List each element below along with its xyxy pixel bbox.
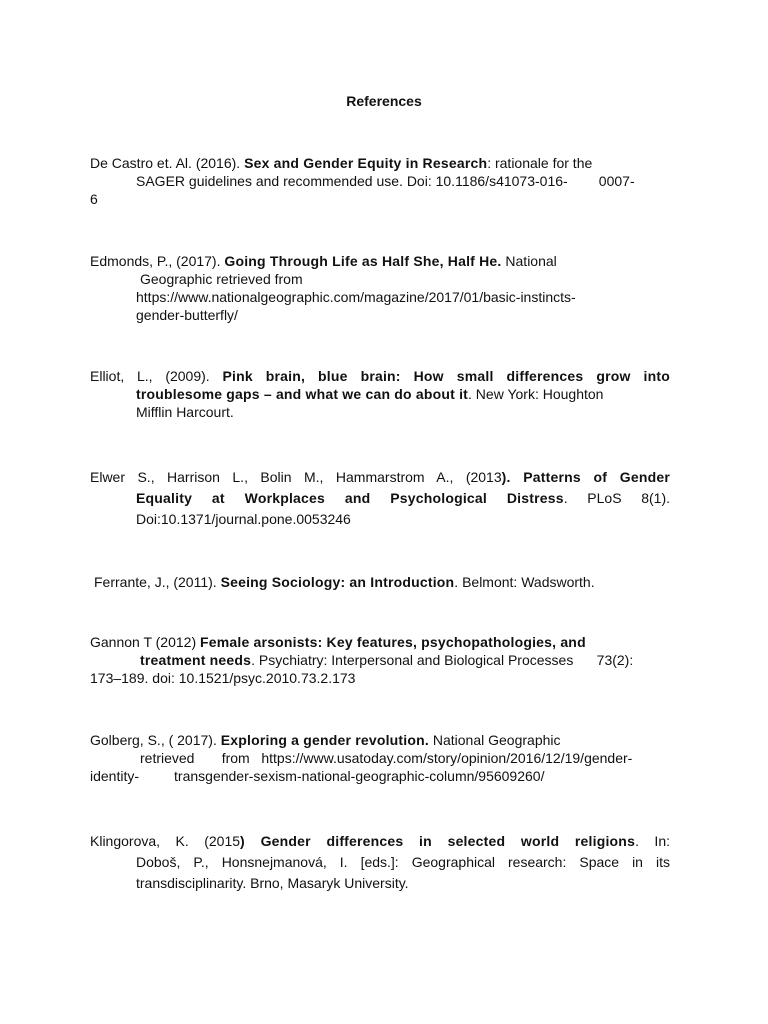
reference-author: Gannon T (2012) (90, 634, 201, 650)
reference-title: Seeing Sociology: an Introduction (220, 574, 455, 590)
reference-author: Klingorova, K. (2015 (90, 833, 241, 849)
reference-title: ) Gender differences in selected world religions (240, 833, 636, 849)
reference-title: Going Through Life as Half She, Half He. (224, 253, 502, 269)
reference-author: Edmonds, P., (2017). (90, 253, 225, 269)
reference-entry: Klingorova, K. (2015) Gender differences in selected world religions. In: Doboš, P., Honsnejmanová, I. [eds.]: Geographical research: Space in its transdisciplinarity. Brno, Masaryk University. (90, 833, 670, 891)
reference-entry: Elliot, L., (2009). Pink brain, blue brain: How small differences grow into troublesome gaps – and what we can do about it. New York: Houghton Mifflin Harcourt. (90, 368, 670, 420)
reference-author: Ferrante, J., (2011). (94, 574, 221, 590)
reference-entry: Elwer S., Harrison L., Bolin M., Hammarstrom A., (2013). Patterns of Gender Equality at Workplaces and Psychological Distress. PLoS 8(1). Doi:10.1371/journal.pone.0053246 (90, 469, 671, 527)
reference-entry: Gannon T (2012) Female arsonists: Key features, psychopathologies, and treatment needs. Psychiatry: Interpersonal and Biological Processes 73(2): 173–189. doi: 10.1521/psyc.2010.73.2.173 (90, 634, 634, 686)
reference-title: Female arsonists: Key features, psychopathologies, and (200, 634, 586, 650)
reference-title: Sex and Gender Equity in Research (244, 155, 488, 171)
reference-author: Elliot, L., (2009). (90, 368, 223, 384)
page-title: References (346, 93, 422, 109)
reference-author: Golberg, S., ( 2017). (90, 732, 221, 748)
reference-entry: Ferrante, J., (2011). Seeing Sociology: an Introduction. Belmont: Wadsworth. (94, 574, 595, 590)
reference-author: De Castro et. Al. (2016). (90, 155, 245, 171)
reference-entry: De Castro et. Al. (2016). Sex and Gender Equity in Research: rationale for the SAGER guidelines and recommended use. Doi: 10.1186/s41073-016- 0007- 6 (90, 155, 635, 207)
reference-title: Exploring a gender revolution. (220, 732, 429, 748)
reference-author: Elwer S., Harrison L., Bolin M., Hammarstrom A., (2013 (90, 469, 502, 485)
reference-title: Pink brain, blue brain: How small differences grow into (222, 368, 670, 384)
reference-entry: Edmonds, P., (2017). Going Through Life as Half She, Half He. National Geographic retrieved from https://www.nationalgeographic.com/magazine/2017/01/basic-instincts- gender-butterfly/ (90, 253, 576, 323)
reference-title: ). Patterns of Gender (501, 469, 671, 485)
reference-entry: Golberg, S., ( 2017). Exploring a gender revolution. National Geographic retrieved from https://www.usatoday.com/story/opinion/2016/12/19/gender- identity- transgender-sexism-national-geographic-column/95609260/ (90, 732, 633, 784)
